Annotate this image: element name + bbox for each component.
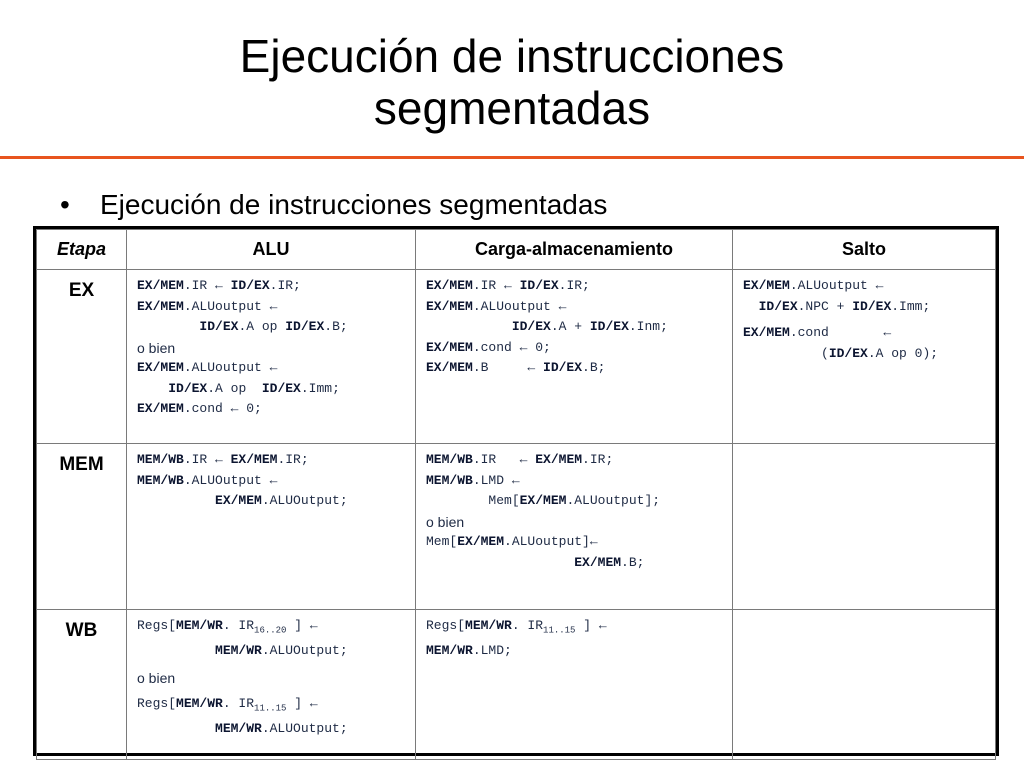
code-line: ID/EX.A op ID/EX.B; xyxy=(199,319,348,334)
code-line: Regs[MEM/WR. $IR_{11..15}$ ] ← xyxy=(137,696,318,714)
code-line: Regs[MEM/WR. $IR_{11..15}$ ] ← xyxy=(426,618,607,636)
code-line: EX/MEM.ALUOutput; xyxy=(215,493,348,508)
code-line: EX/MEM.cond ← 0; xyxy=(137,401,262,416)
code-line: EX/MEM.B; xyxy=(574,554,645,570)
code-line: o bien xyxy=(137,339,176,356)
cell-mem-carga xyxy=(416,444,733,610)
cell-ex-salto xyxy=(733,270,996,444)
code-line: ID/EX.NPC + ID/EX.Imm; xyxy=(758,298,931,314)
code-line: Regs[MEM/WR. $IR_{16..20}$ ] ← xyxy=(137,618,318,636)
code-line: MEM/WR.LMD; xyxy=(426,643,512,659)
header-carga: Carga-almacenamiento xyxy=(416,230,733,270)
code-line: MEM/WR.ALUOutput; xyxy=(215,721,348,737)
code-line: Mem[EX/MEM.ALUoutput]← xyxy=(426,534,598,549)
table-row xyxy=(37,610,996,760)
title-divider xyxy=(0,156,1024,159)
code-line: EX/MEM.B ← ID/EX.B; xyxy=(426,360,606,375)
code-line: EX/MEM.IR ← ID/EX.IR; xyxy=(137,278,301,293)
stage-wb: WB xyxy=(37,610,127,760)
bullet-item xyxy=(60,188,607,222)
table-header-row xyxy=(37,230,996,270)
code-line: EX/MEM.cond ← xyxy=(743,325,892,340)
stage-mem: MEM xyxy=(37,444,127,610)
stage-ex: EX xyxy=(37,270,127,444)
code-line: MEM/WR.ALUOutput; xyxy=(215,643,348,659)
table-row xyxy=(37,270,996,444)
bullet-text: Ejecución de instrucciones segmentadas xyxy=(100,189,608,220)
code-line: ID/EX.A + ID/EX.Inm; xyxy=(511,319,668,334)
code-line: MEM/WB.ALUOutput ← xyxy=(137,472,278,488)
code-line: EX/MEM.ALUoutput ← xyxy=(426,298,567,314)
code-line: ID/EX.A op ID/EX.Imm; xyxy=(168,380,340,396)
code-line: MEM/WB.IR ← EX/MEM.IR; xyxy=(137,452,309,467)
slide-title xyxy=(0,30,1024,134)
cell-wb-alu xyxy=(127,610,416,760)
cell-ex-alu xyxy=(127,270,416,444)
cell-mem-alu xyxy=(127,444,416,610)
pipeline-table xyxy=(33,226,999,756)
code-line: EX/MEM.cond ← 0; xyxy=(426,339,551,355)
code-line: MEM/WB.IR ← EX/MEM.IR; xyxy=(426,452,614,467)
code-line: EX/MEM.IR ← ID/EX.IR; xyxy=(426,278,590,293)
header-etapa: Etapa xyxy=(37,230,127,270)
cell-mem-salto xyxy=(733,444,996,610)
code-line: EX/MEM.ALUoutput ← xyxy=(743,278,884,293)
code-line: MEM/WB.LMD ← xyxy=(426,472,520,488)
cell-wb-salto xyxy=(733,610,996,760)
code-line: (ID/EX.A op 0); xyxy=(743,345,939,361)
header-alu: ALU xyxy=(127,230,416,270)
header-salto: Salto xyxy=(733,230,996,270)
code-line: Mem[EX/MEM.ALUoutput]; xyxy=(426,493,661,508)
title-line-1: Ejecución de instrucciones xyxy=(239,30,785,82)
table-row xyxy=(37,444,996,610)
cell-wb-carga xyxy=(416,610,733,760)
code-line: EX/MEM.ALUoutput ← xyxy=(137,298,278,314)
title-line-2: segmentadas xyxy=(373,82,651,134)
code-line: EX/MEM.ALUoutput ← xyxy=(137,360,278,375)
bullet-icon: • xyxy=(60,189,70,220)
cell-ex-carga xyxy=(416,270,733,444)
code-line: o bien xyxy=(426,513,465,530)
code-line: o bien xyxy=(137,669,176,686)
